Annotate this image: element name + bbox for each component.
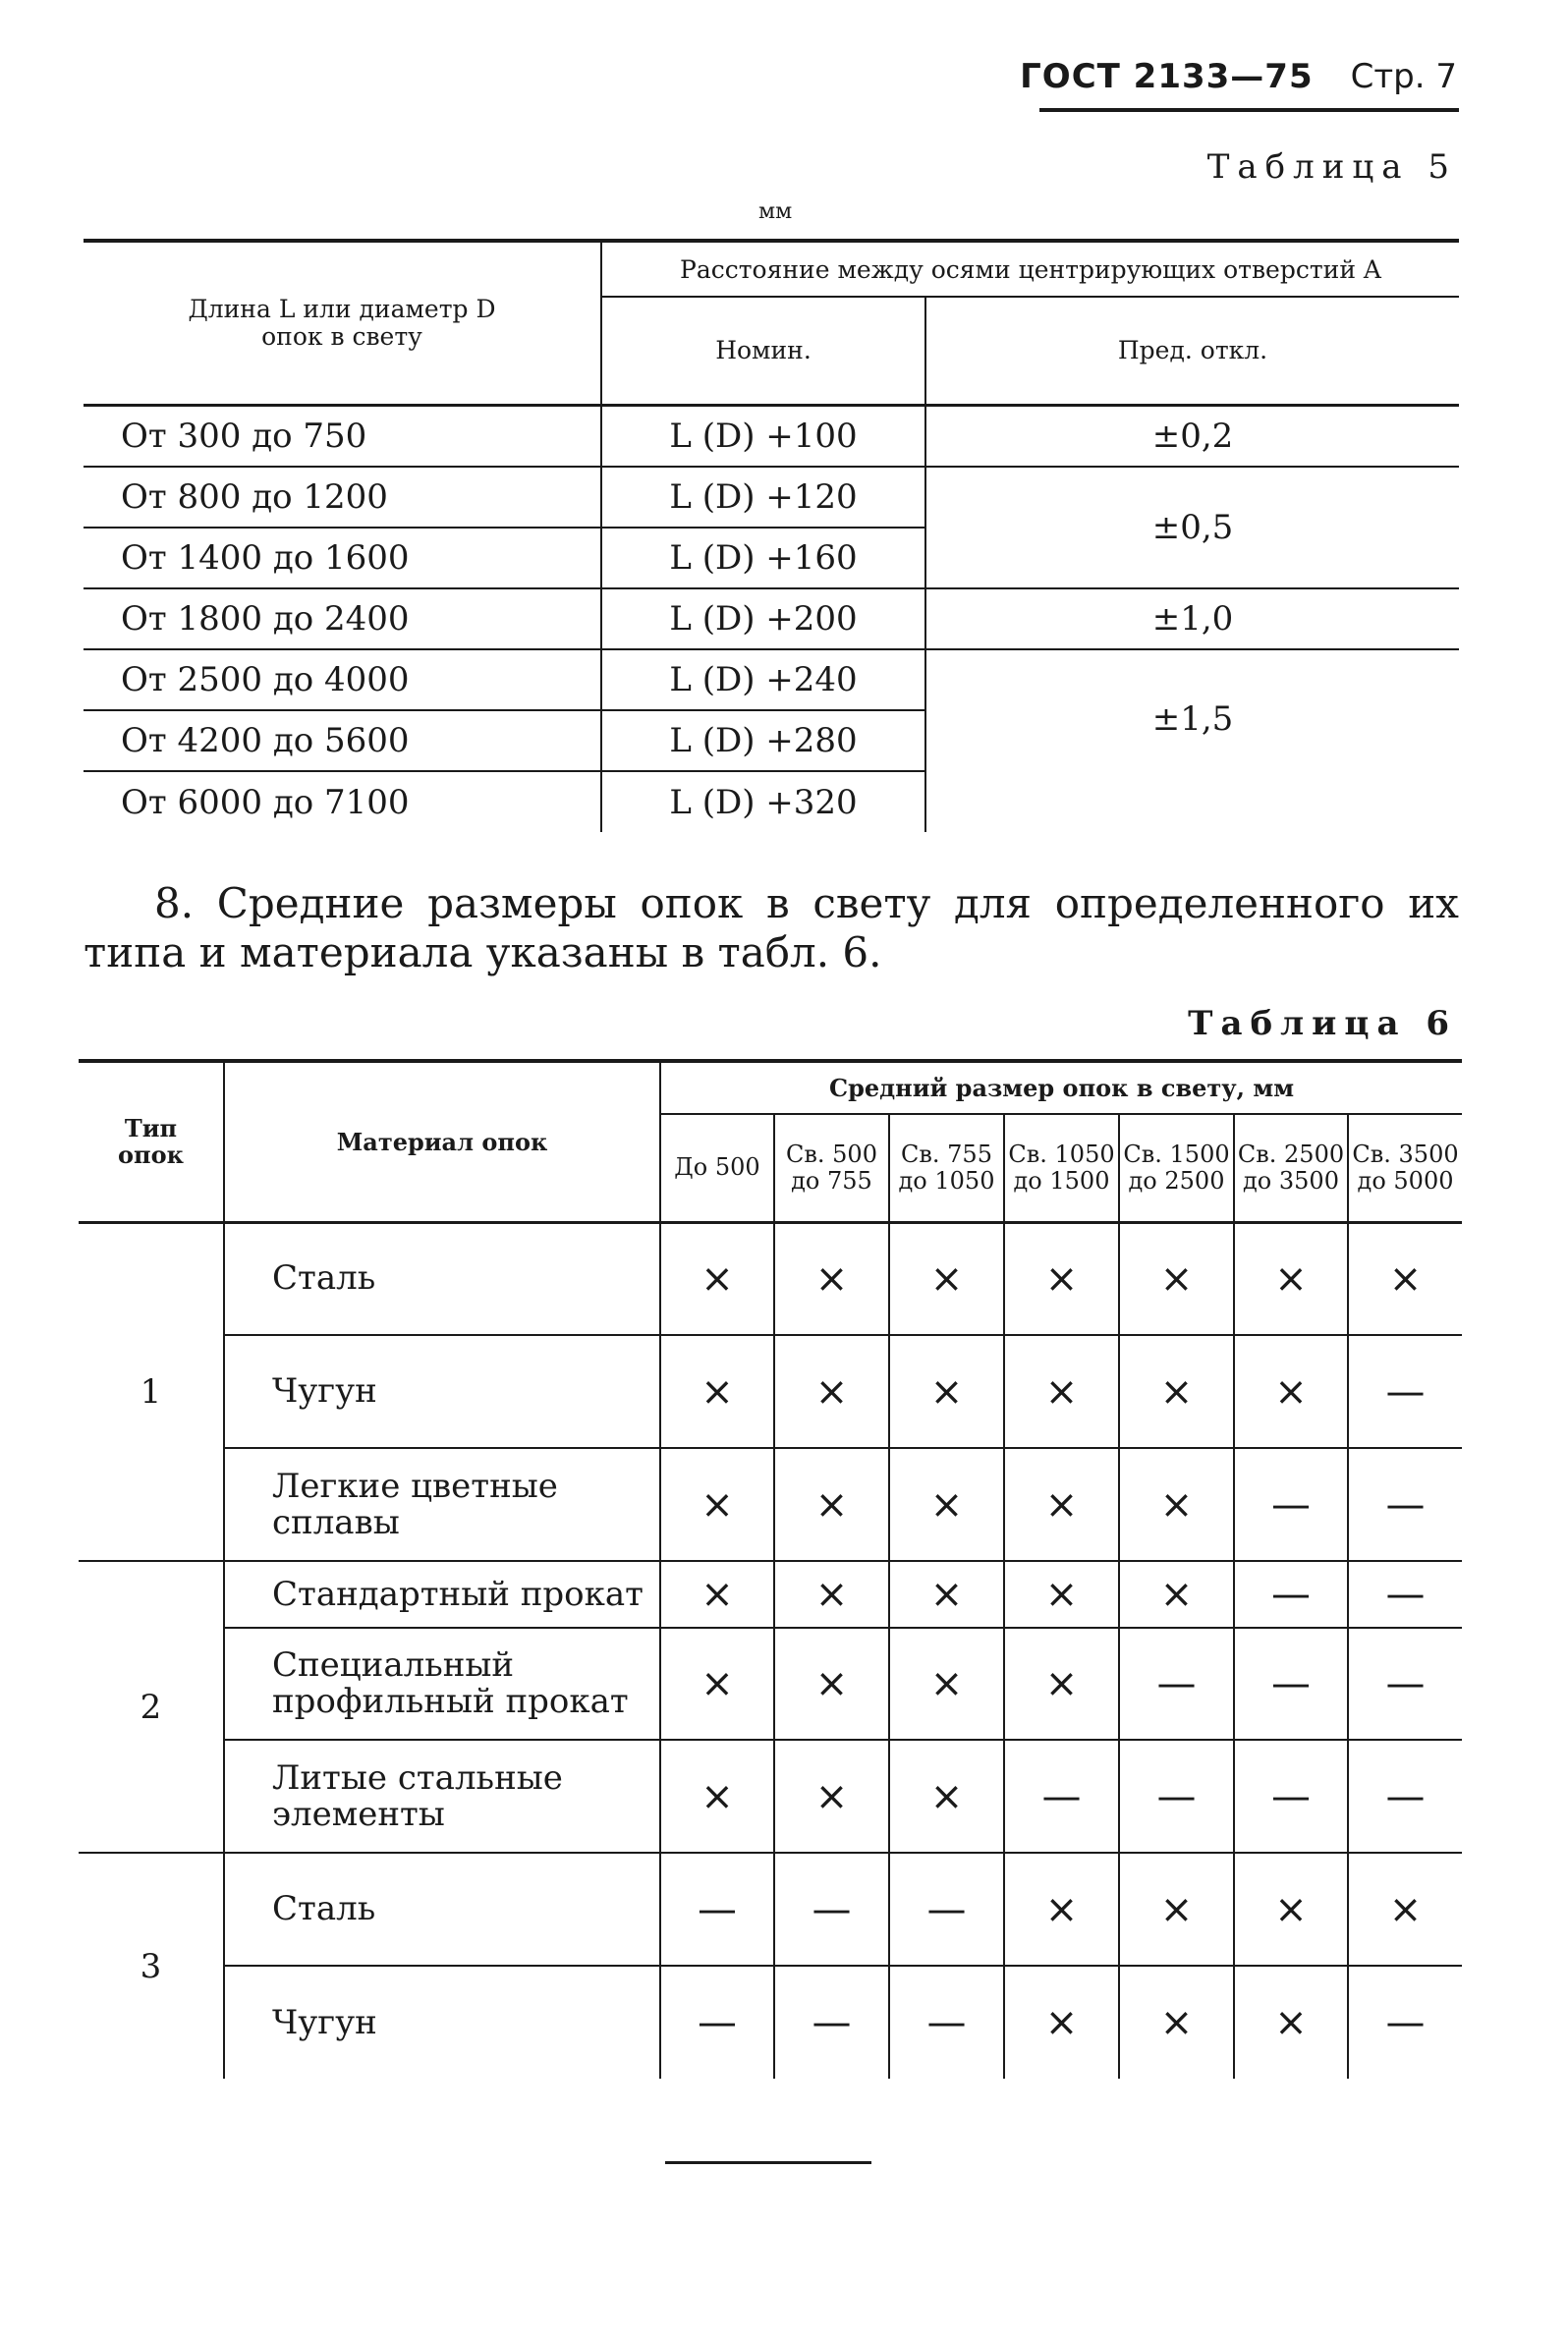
cross-mark: × (660, 1335, 774, 1448)
t6-material-line: Специальный (272, 1645, 515, 1685)
t6-size-col-line2: до 1500 (1013, 1166, 1110, 1195)
dash-mark: — (1234, 1448, 1348, 1561)
dash-mark: — (1234, 1740, 1348, 1853)
t6-size-col (889, 1114, 1004, 1222)
t6-material (224, 1966, 660, 2079)
t6-material (224, 1448, 660, 1561)
t6-material-line: Чугун (272, 1371, 377, 1411)
t6-size-col-line1: Св. 500 (786, 1140, 877, 1168)
cross-mark: × (1234, 1335, 1348, 1448)
t6-size-col-line2: до 3500 (1243, 1166, 1339, 1195)
t6-size-col (1004, 1114, 1119, 1222)
t5-range: От 1800 до 2400 (84, 588, 601, 649)
table5 (84, 239, 1459, 832)
cross-mark: × (1234, 1966, 1348, 2079)
t6-size-col-line1: До 500 (674, 1153, 760, 1182)
cross-mark: × (1234, 1222, 1348, 1335)
t6-size-col-line2: до 755 (791, 1166, 872, 1195)
table-row (79, 1222, 1462, 1335)
t5-tolerance: ±1,5 (1151, 699, 1234, 739)
dash-mark: — (1119, 1740, 1234, 1853)
t5-tolerance: ±0,5 (925, 467, 1459, 588)
t5-tolerance: ±0,2 (925, 405, 1459, 467)
t6-material-line: Стандартный прокат (272, 1574, 644, 1614)
dash-mark: — (1348, 1740, 1462, 1853)
dash-mark: — (1348, 1628, 1462, 1740)
cross-mark: × (1004, 1335, 1119, 1448)
cross-mark: × (774, 1335, 889, 1448)
cross-mark: × (889, 1448, 1004, 1561)
t6-material-line: сплавы (272, 1502, 400, 1542)
dash-mark: — (774, 1853, 889, 1966)
t6-size-col (1348, 1114, 1462, 1222)
t6-size-col-line2: до 5000 (1357, 1166, 1454, 1195)
t5-nominal: L (D) +160 (601, 528, 925, 588)
end-rule (665, 2161, 871, 2164)
t6-size-col-line1: Св. 3500 (1352, 1140, 1459, 1168)
dash-mark: — (889, 1853, 1004, 1966)
t6-material (224, 1222, 660, 1335)
t6-type: 1 (79, 1222, 224, 1561)
cross-mark: × (1119, 1335, 1234, 1448)
t6-type: 3 (79, 1853, 224, 2079)
t6-material-line: Литые стальные (272, 1757, 563, 1798)
t6-size-col-line1: Св. 2500 (1237, 1140, 1345, 1168)
t5-nominal: L (D) +320 (601, 771, 925, 832)
table-row (84, 405, 1459, 467)
cross-mark: × (1004, 1561, 1119, 1628)
dash-mark: — (889, 1966, 1004, 2079)
t6-size-col-line1: Св. 755 (901, 1140, 992, 1168)
t6-material-line: профильный прокат (272, 1682, 629, 1721)
page-number: Стр. 7 (1350, 57, 1457, 96)
table-row (84, 649, 1459, 710)
cross-mark: × (1119, 1966, 1234, 2079)
cross-mark: × (1004, 1222, 1119, 1335)
t6-size-col-line2: до 2500 (1128, 1166, 1225, 1195)
t5-range: От 1400 до 1600 (84, 528, 601, 588)
cross-mark: × (1348, 1853, 1462, 1966)
t6-material-line: Чугун (272, 2002, 377, 2042)
cross-mark: × (1119, 1222, 1234, 1335)
t5-header-nominal: Номин. (601, 297, 925, 405)
cross-mark: × (889, 1222, 1004, 1335)
paragraph-8 (84, 879, 1459, 977)
cross-mark: × (1004, 1966, 1119, 2079)
cross-mark: × (1119, 1853, 1234, 1966)
table5-unit: мм (758, 199, 793, 224)
dash-mark: — (660, 1853, 774, 1966)
t6-material-line: Легкие цветные (272, 1466, 558, 1506)
t5-range: От 2500 до 4000 (84, 649, 601, 710)
table-row (79, 1448, 1462, 1561)
paragraph-text: 8. Средние размеры опок в свету для определенного их типа и материала указаны в табл. 6. (84, 879, 1459, 976)
t5-nominal: L (D) +240 (601, 649, 925, 710)
cross-mark: × (1004, 1853, 1119, 1966)
cross-mark: × (774, 1628, 889, 1740)
t6-header-type (79, 1061, 224, 1222)
table-row (79, 1853, 1462, 1966)
table-row (79, 1966, 1462, 2079)
header-rule (1039, 108, 1459, 112)
table-row (84, 588, 1459, 649)
cross-mark: × (889, 1628, 1004, 1740)
cross-mark: × (1348, 1222, 1462, 1335)
dash-mark: — (660, 1966, 774, 2079)
cross-mark: × (1119, 1448, 1234, 1561)
dash-mark: — (1348, 1448, 1462, 1561)
cross-mark: × (889, 1335, 1004, 1448)
t6-material (224, 1335, 660, 1448)
cross-mark: × (1234, 1853, 1348, 1966)
table6-caption: Таблица 6 (1188, 1004, 1457, 1043)
cross-mark: × (889, 1561, 1004, 1628)
table-row (79, 1628, 1462, 1740)
t6-size-col (1234, 1114, 1348, 1222)
table-row (79, 1335, 1462, 1448)
cross-mark: × (774, 1561, 889, 1628)
t6-type: 2 (79, 1561, 224, 1853)
cross-mark: × (660, 1628, 774, 1740)
dash-mark: — (1004, 1740, 1119, 1853)
standard-number: ГОСТ 2133—75 (1020, 57, 1314, 96)
dash-mark: — (1234, 1561, 1348, 1628)
t6-header-type-label: Тип опок (118, 1114, 184, 1170)
t6-material-line: Сталь (272, 1258, 376, 1299)
t5-nominal: L (D) +280 (601, 710, 925, 771)
table-row (84, 467, 1459, 528)
t6-size-col-line1: Св. 1050 (1008, 1140, 1115, 1168)
t5-nominal: L (D) +200 (601, 588, 925, 649)
dash-mark: — (1385, 2000, 1426, 2045)
page-header (1020, 57, 1457, 96)
t6-material-line: Сталь (272, 1889, 376, 1928)
t6-size-col-line2: до 1050 (898, 1166, 995, 1195)
cross-mark: × (1004, 1448, 1119, 1561)
cross-mark: × (1119, 1561, 1234, 1628)
cross-mark: × (889, 1740, 1004, 1853)
t5-header-range-label: Длина L или диаметр D опок в свету (188, 294, 496, 351)
t6-size-col-line1: Св. 1500 (1123, 1140, 1230, 1168)
dash-mark: — (1119, 1628, 1234, 1740)
dash-mark: — (774, 1966, 889, 2079)
t5-nominal: L (D) +120 (601, 467, 925, 528)
cross-mark: × (660, 1740, 774, 1853)
t5-range: От 800 до 1200 (84, 467, 601, 528)
t5-header-tolerance: Пред. откл. (1117, 336, 1268, 365)
dash-mark: — (1348, 1335, 1462, 1448)
cross-mark: × (1004, 1628, 1119, 1740)
t6-material (224, 1628, 660, 1740)
t5-range: От 6000 до 7100 (84, 771, 601, 832)
t5-range: От 300 до 750 (84, 405, 601, 467)
t5-header-group: Расстояние между осями центрирующих отверстий A (601, 241, 1459, 297)
t6-material (224, 1561, 660, 1628)
cross-mark: × (774, 1222, 889, 1335)
t5-nominal: L (D) +100 (601, 405, 925, 467)
t6-size-col (660, 1114, 774, 1222)
cross-mark: × (774, 1740, 889, 1853)
t6-material-line: элементы (272, 1794, 445, 1834)
t5-tolerance: ±1,0 (925, 588, 1459, 649)
t6-size-col (1119, 1114, 1234, 1222)
dash-mark: — (1234, 1628, 1348, 1740)
t6-material (224, 1740, 660, 1853)
cross-mark: × (660, 1222, 774, 1335)
t6-size-col (774, 1114, 889, 1222)
cross-mark: × (660, 1561, 774, 1628)
t6-header-material: Материал опок (224, 1061, 660, 1222)
t5-range: От 4200 до 5600 (84, 710, 601, 771)
table-row (79, 1740, 1462, 1853)
cross-mark: × (660, 1448, 774, 1561)
table5-caption: Таблица 5 (1206, 147, 1457, 187)
t6-header-group: Средний размер опок в свету, мм (660, 1061, 1462, 1114)
t5-header-range (84, 241, 601, 405)
table6 (79, 1059, 1462, 2079)
cross-mark: × (774, 1448, 889, 1561)
t6-material (224, 1853, 660, 1966)
table-row (79, 1561, 1462, 1628)
dash-mark: — (1348, 1561, 1462, 1628)
